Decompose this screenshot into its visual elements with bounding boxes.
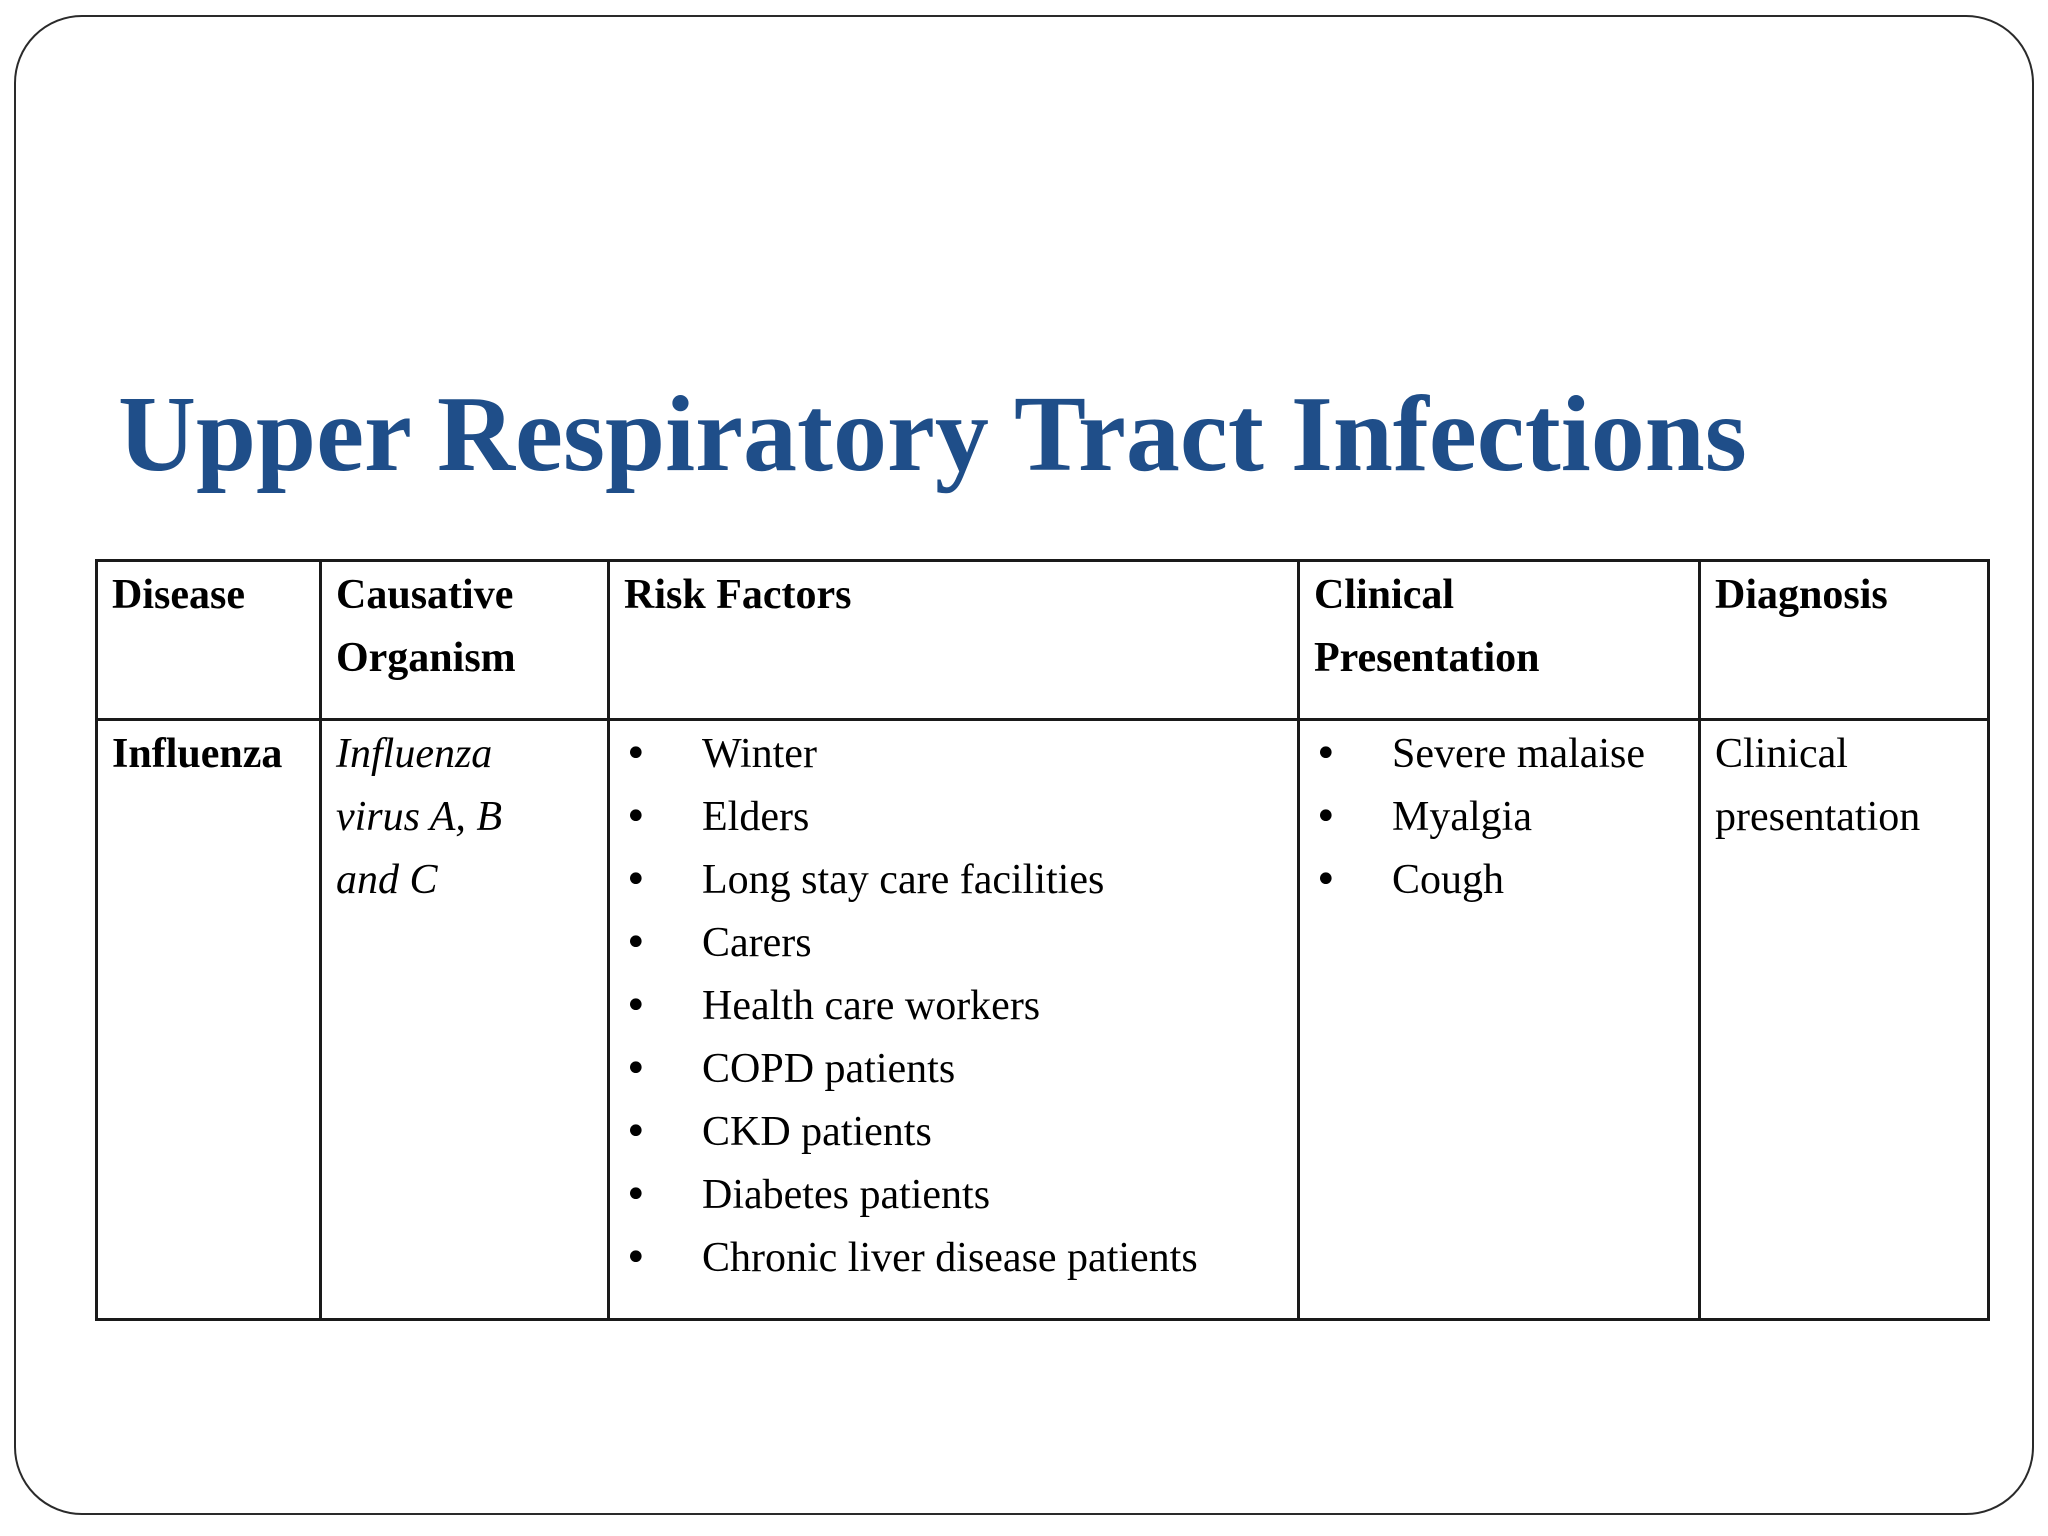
header-risk-factors-label: Risk Factors [624,572,852,618]
header-causative-organism [321,561,609,720]
clinical-presentation-item: • Severe malaise [1314,723,1684,786]
organism-line: and C [336,857,438,903]
table-header-row [97,561,1989,720]
risk-factor-item: • COPD patients [624,1038,1283,1101]
risk-factor-item: • Health care workers [624,975,1283,1038]
organism-line: Influenza [336,731,493,777]
risk-factor-item: • CKD patients [624,1101,1283,1164]
risk-factor-item: • Carers [624,912,1283,975]
header-clinical-line-1: Clinical [1314,572,1455,618]
header-organism-line-1: Causative [336,572,514,618]
header-disease [97,561,321,720]
header-disease-label: Disease [112,572,245,618]
slide-title: Upper Respiratory Tract Infections [118,375,1747,494]
cell-disease [97,720,321,1320]
cell-diagnosis [1700,720,1989,1320]
header-diagnosis-label: Diagnosis [1715,572,1888,618]
cell-clinical-presentation [1299,720,1700,1320]
risk-factor-item: • Long stay care facilities [624,849,1283,912]
diagnosis-line: presentation [1715,794,1921,840]
risk-factor-item: • Chronic liver disease patients [624,1227,1283,1290]
header-clinical-presentation [1299,561,1700,720]
risk-factor-item: • Elders [624,786,1283,849]
cell-risk-factors [609,720,1299,1320]
header-organism-line-2: Organism [336,635,516,681]
risk-factor-item: • Diabetes patients [624,1164,1283,1227]
header-clinical-line-2: Presentation [1314,635,1540,681]
risk-factors-list [624,723,1283,1290]
risk-factor-item: • Winter [624,723,1283,786]
header-risk-factors [609,561,1299,720]
disease-name: Influenza [112,731,283,777]
organism-line: virus A, B [336,794,503,840]
table-row [97,720,1989,1320]
diagnosis-line: Clinical [1715,731,1848,777]
clinical-presentation-item: • Cough [1314,849,1684,912]
clinical-presentation-item: • Myalgia [1314,786,1684,849]
clinical-presentation-list [1314,723,1684,912]
cell-causative-organism [321,720,609,1320]
uri-table [95,559,1990,1321]
header-diagnosis [1700,561,1989,720]
